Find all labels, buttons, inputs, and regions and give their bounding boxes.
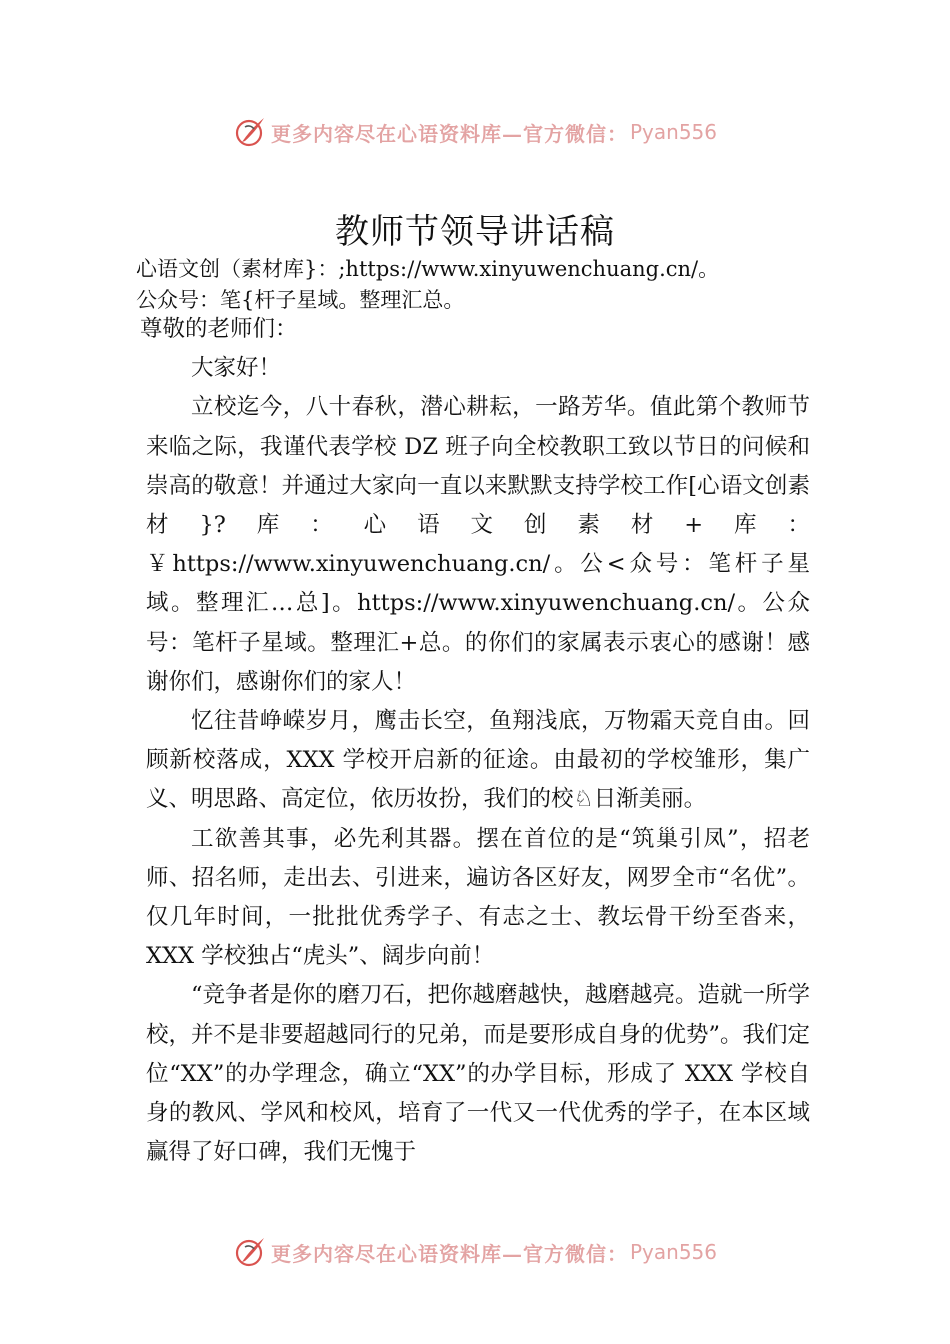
- watermark-footer: [0, 1232, 950, 1272]
- document-title: 教师节领导讲话稿: [335, 212, 615, 252]
- source-line-2: 公众号：笔{杆子星域。整理汇总。: [136, 288, 465, 312]
- paragraph-1: 大家好！: [191, 355, 282, 382]
- paragraph-2: 立校迄今，八十春秋，潜心耕耘，一路芳华。值此第个教师节来临之际，我谨代表学校 DZ 班子向全校教职工致以节日的问候和崇高的敬意！并通过大家向一直以来默默支持学校工作[心语文创素材}?库：心语文创素材+库：￥https://www.xinyuwenchuang.cn/。公<众号：笔杆子星域。整理汇…总]。https://www.xinyuwenchuang.cn/。公众号：笔杆子星域。整理汇+总。的你们的家属表示衷心的感谢！感谢你们，感谢你们的家人！: [146, 394, 810, 695]
- watermark-id: Pyan556: [629, 120, 717, 144]
- paragraph-4: 工欲善其事，必先利其器。摆在首位的是“筑巢引凤”，招老师、招名师，走出去、引进来，遍访各区好友，网罗全市“名优”。仅几年时间，一批批优秀学子、有志之士、教坛骨干纷至沓来，XXX 学校独占“虎头”、阔步向前！: [146, 825, 810, 970]
- greeting: 尊敬的老师们：: [140, 316, 298, 342]
- quill-logo-icon: [233, 115, 267, 149]
- watermark-id: Pyan556: [629, 1240, 717, 1264]
- watermark-header: [0, 112, 950, 152]
- paragraph-3: 忆往昔峥嵘岁月，鹰击长空，鱼翔浅底，万物霜天竞自由。回顾新校落成，XXX 学校开启新的征途。由最初的学校雏形，集广义、明思路、高定位，依历妆扮，我们的校♘日渐美丽。: [146, 708, 810, 813]
- document-body: [140, 310, 811, 1172]
- quill-logo-icon: [233, 1235, 267, 1269]
- watermark-text: 更多内容尽在心语资料库—官方微信：: [270, 121, 628, 146]
- source-line-1: 心语文创（素材库}：;https://www.xinyuwenchuang.cn/。: [136, 257, 720, 281]
- watermark-text: 更多内容尽在心语资料库—官方微信：: [270, 1241, 628, 1266]
- paragraph-5: “竞争者是你的磨刀石，把你越磨越快，越磨越亮。造就一所学校，并不是非要超越同行的兄弟，而是要形成自身的优势”。我们定位“XX”的办学理念，确立“XX”的办学目标，形成了 XXX 学校自身的教风、学风和校风，培育了一代又一代优秀的学子，在本区域赢得了好口碑，我们无愧于: [146, 982, 811, 1166]
